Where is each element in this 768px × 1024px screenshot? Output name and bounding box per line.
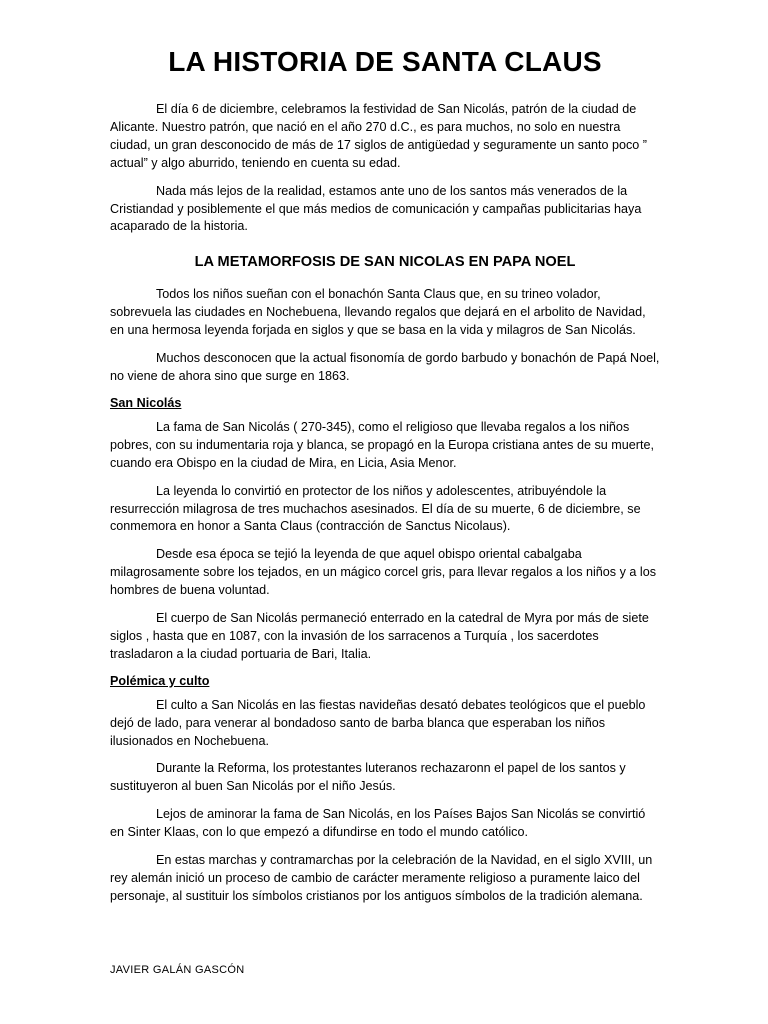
section-paragraph-1: Todos los niños sueñan con el bonachón Santa Claus que, en su trineo volador, sobrevuela las ciudades en Nochebuena, llevando regalos que dejará en el arbolito de Navidad, en una hermosa leyenda forjada en siglos y que se basa en la vida y milagros de San Nicolás. (110, 287, 646, 338)
san-nicolas-paragraph-1: La fama de San Nicolás ( 270-345), como el religioso que llevaba regalos a los niños pobres, con su indumentaria roja y blanca, se propagó en la Europa cristiana antes de su muerte, cuando era Obispo en la ciudad de Mira, en Licia, Asia Menor. (110, 419, 654, 470)
document-page (110, 46, 660, 916)
author-footer: JAVIER GALÁN GASCÓN (110, 964, 245, 976)
polemica-heading: Polémica y culto (110, 673, 210, 688)
section-paragraph-2: Muchos desconocen que la actual fisonomía de gordo barbudo y bonachón de Papá Noel, no viene de ahora sino que surge en 1863. (110, 351, 660, 383)
san-nicolas-paragraph-2: La leyenda lo convirtió en protector de los niños y adolescentes, atribuyéndole la resurrección milagrosa de tres muchachos asesinados. El día de su muerte, 6 de diciembre, se conmemora en honor a Santa Claus (contracción de Sanctus Nicolaus). (110, 483, 641, 534)
polemica-paragraph-4: En estas marchas y contramarchas por la celebración de la Navidad, en el siglo XVIII, un rey alemán inició un proceso de cambio de carácter meramente religioso a puramente laico del personaje, al sustituir los símbolos cristianos por los antiguos símbolos de la tradición alemana. (110, 853, 653, 903)
polemica-paragraph-2: Durante la Reforma, los protestantes luteranos rechazaronn el papel de los santos y sustituyeron al buen San Nicolás por el niño Jesús. (110, 761, 626, 794)
san-nicolas-paragraph-4: El cuerpo de San Nicolás permaneció enterrado en la catedral de Myra por más de siete siglos , hasta que en 1087, con la invasión de los sarracenos a Turquía , los sacerdotes trasladaron a la ciudad portuaria de Bari, Italia. (110, 611, 649, 661)
san-nicolas-heading: San Nicolás (110, 395, 182, 410)
section-heading: LA METAMORFOSIS DE SAN NICOLAS EN PAPA NOEL (194, 254, 576, 271)
polemica-paragraph-3: Lejos de aminorar la fama de San Nicolás, en los Países Bajos San Nicolás se convirtió en Sinter Klaas, con lo que empezó a difundirse en todo el mundo católico. (110, 807, 646, 840)
intro-paragraph-1: El día 6 de diciembre, celebramos la festividad de San Nicolás, patrón de la ciudad de Alicante. Nuestro patrón, que nació en el año 270 d.C., es para muchos, no solo en nuestra ciudad, un gran desconocido de más de 17 siglos de antigüedad y seguramente un santo poco ” actual” y algo aburrido, teniendo en cuenta su edad. (110, 102, 647, 170)
document-title: LA HISTORIA DE SANTA CLAUS (168, 46, 602, 77)
intro-paragraph-2: Nada más lejos de la realidad, estamos ante uno de los santos más venerados de la Cristiandad y posiblemente el que más medios de comunicación y campañas publicitarias haya acaparado de la historia. (110, 183, 642, 234)
polemica-paragraph-1: El culto a San Nicolás en las fiestas navideñas desató debates teológicos que el pueblo dejó de lado, para venerar al bondadoso santo de barba blanca que esperaban los niños ilusionados en Nochebuena. (110, 697, 646, 748)
san-nicolas-paragraph-3: Desde esa época se tejió la leyenda de que aquel obispo oriental cabalgaba milagrosamente sobre los tejados, en un mágico corcel gris, para llevar regalos a los niños y a los hombres de buena voluntad. (110, 547, 657, 598)
